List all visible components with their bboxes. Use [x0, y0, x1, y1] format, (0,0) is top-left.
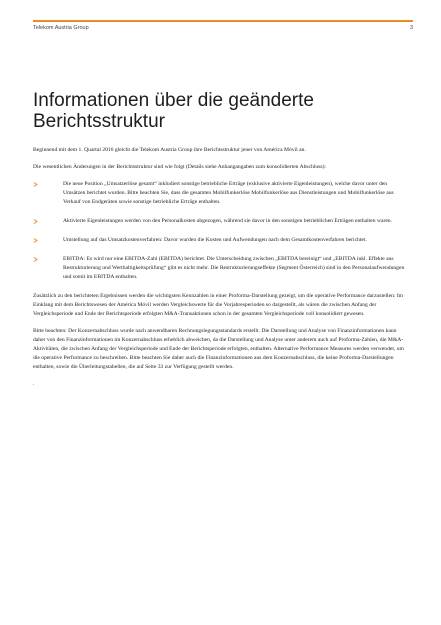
end-mark: .: [33, 381, 35, 387]
page-title: Informationen über die geänderte Berichtsstruktur: [33, 90, 314, 132]
list-item-text: Umstellung auf das Umsatzkostenverfahren: Davor wurden die Kosten und Aufwendungen nach dem Gesamtkostenverfahren berichtet.: [63, 237, 367, 243]
intro-paragraph: Beginnend mit dem 1. Quartal 2016 gleicht die Telekom Austria Group ihre Berichtsstruktur jener von América Móvil an.: [33, 147, 306, 153]
chevron-right-icon: [33, 217, 38, 224]
list-item-text: Aktivierte Eigenleistungen werden von den Personalkosten abgezogen, während sie davor in den sonstigen betrieblichen Erträgen enthalten waren.: [63, 218, 392, 224]
document-body: [33, 146, 408, 397]
header-accent-rule: [33, 20, 413, 22]
list-item: [33, 217, 408, 226]
changes-intro-paragraph: Die wesentlichen Änderungen in der Berichtsstruktur sind wie folgt (Details siehe Anhangangaben zum konsolidierten Abschluss):: [33, 164, 326, 170]
list-item: [33, 255, 408, 282]
page-number: 3: [409, 25, 413, 31]
chevron-right-icon: [33, 180, 38, 187]
changes-list: [33, 180, 408, 282]
chevron-right-icon: [33, 255, 38, 262]
proforma-paragraph: Zusätzlich zu den berichteten Ergebnissen werden die wichtigsten Kennzahlen in einer Proforma-Darstellung gezeigt, um die operative Performance darzustellen: Im Einklang mit dem Berichtswesen der América Móvil werden Vergleichswerte für die Vorjahresperioden so dargestellt, als wären die zwischen Anfang der Vergleichsperiode und Ende der Berichtsperiode erfolgten M&A-Transaktionen schon in der gesamten Vergleichsperiode voll konsolidiert gewesen.: [33, 293, 404, 317]
chevron-right-icon: [33, 236, 38, 243]
header-company-name: Telekom Austria Group: [33, 25, 89, 31]
list-item: [33, 236, 408, 245]
list-item: [33, 180, 408, 207]
list-item-text: EBITDA: Es wird nur eine EBITDA-Zahl (EBITDA) berichtet. Die Unterscheidung zwischen „EBITDA bereinigt“ und „EBITDA inkl. Effekte aus Restrukturierung und Werthaltigkeitsprüfung“ gibt es nicht mehr. Die Restrukturierungseffekte (Segment Österreich) sind in den Personalaufwendungen und somit im EBITDA enthalten.: [63, 256, 405, 280]
list-item-text: Die neue Position „Umsatzerlöse gesamt“ inkludiert sonstige betriebliche Erträge (exklusive aktivierte Eigenleistungen), welche davor unter den Umsätzen berichtet wurden. Bitte beachten Sie, dass die gesamten Mobilfunkerlöse Mobilfunkerlöse aus Dienstleistungen und Mobilfunkerlöse aus Verkauf von Endgeräten sowie sonstige betriebliche Erträge enthalten.: [63, 181, 394, 205]
note-paragraph: Bitte beachten: Der Konzernabschluss wurde nach anwendbaren Rechnungslegungsstandards erstellt. Die Darstellung und Analyse von Finanzinformationen kann daher von den Finanzinformationen im Konzernabschluss erheblich abweichen, da die Darstellung und Analyse unter anderem auch auf Proforma-Zahlen, die M&A-Aktivitäten, die zwischen Anfang der Vergleichsperiode und Ende der Berichtsperiode erfolgten, enthalten. Alternative Performance Measures werden verwendet, um die operative Performance zu beschreiben. Bitte beachten Sie daher auch die Finanzinformationen aus dem Konzernabschluss, die keine Proforma-Darstellungen enthalten, sowie die Überleitungstabellen, die auf Seite 33 zur Verfügung gestellt werden.: [33, 328, 404, 370]
